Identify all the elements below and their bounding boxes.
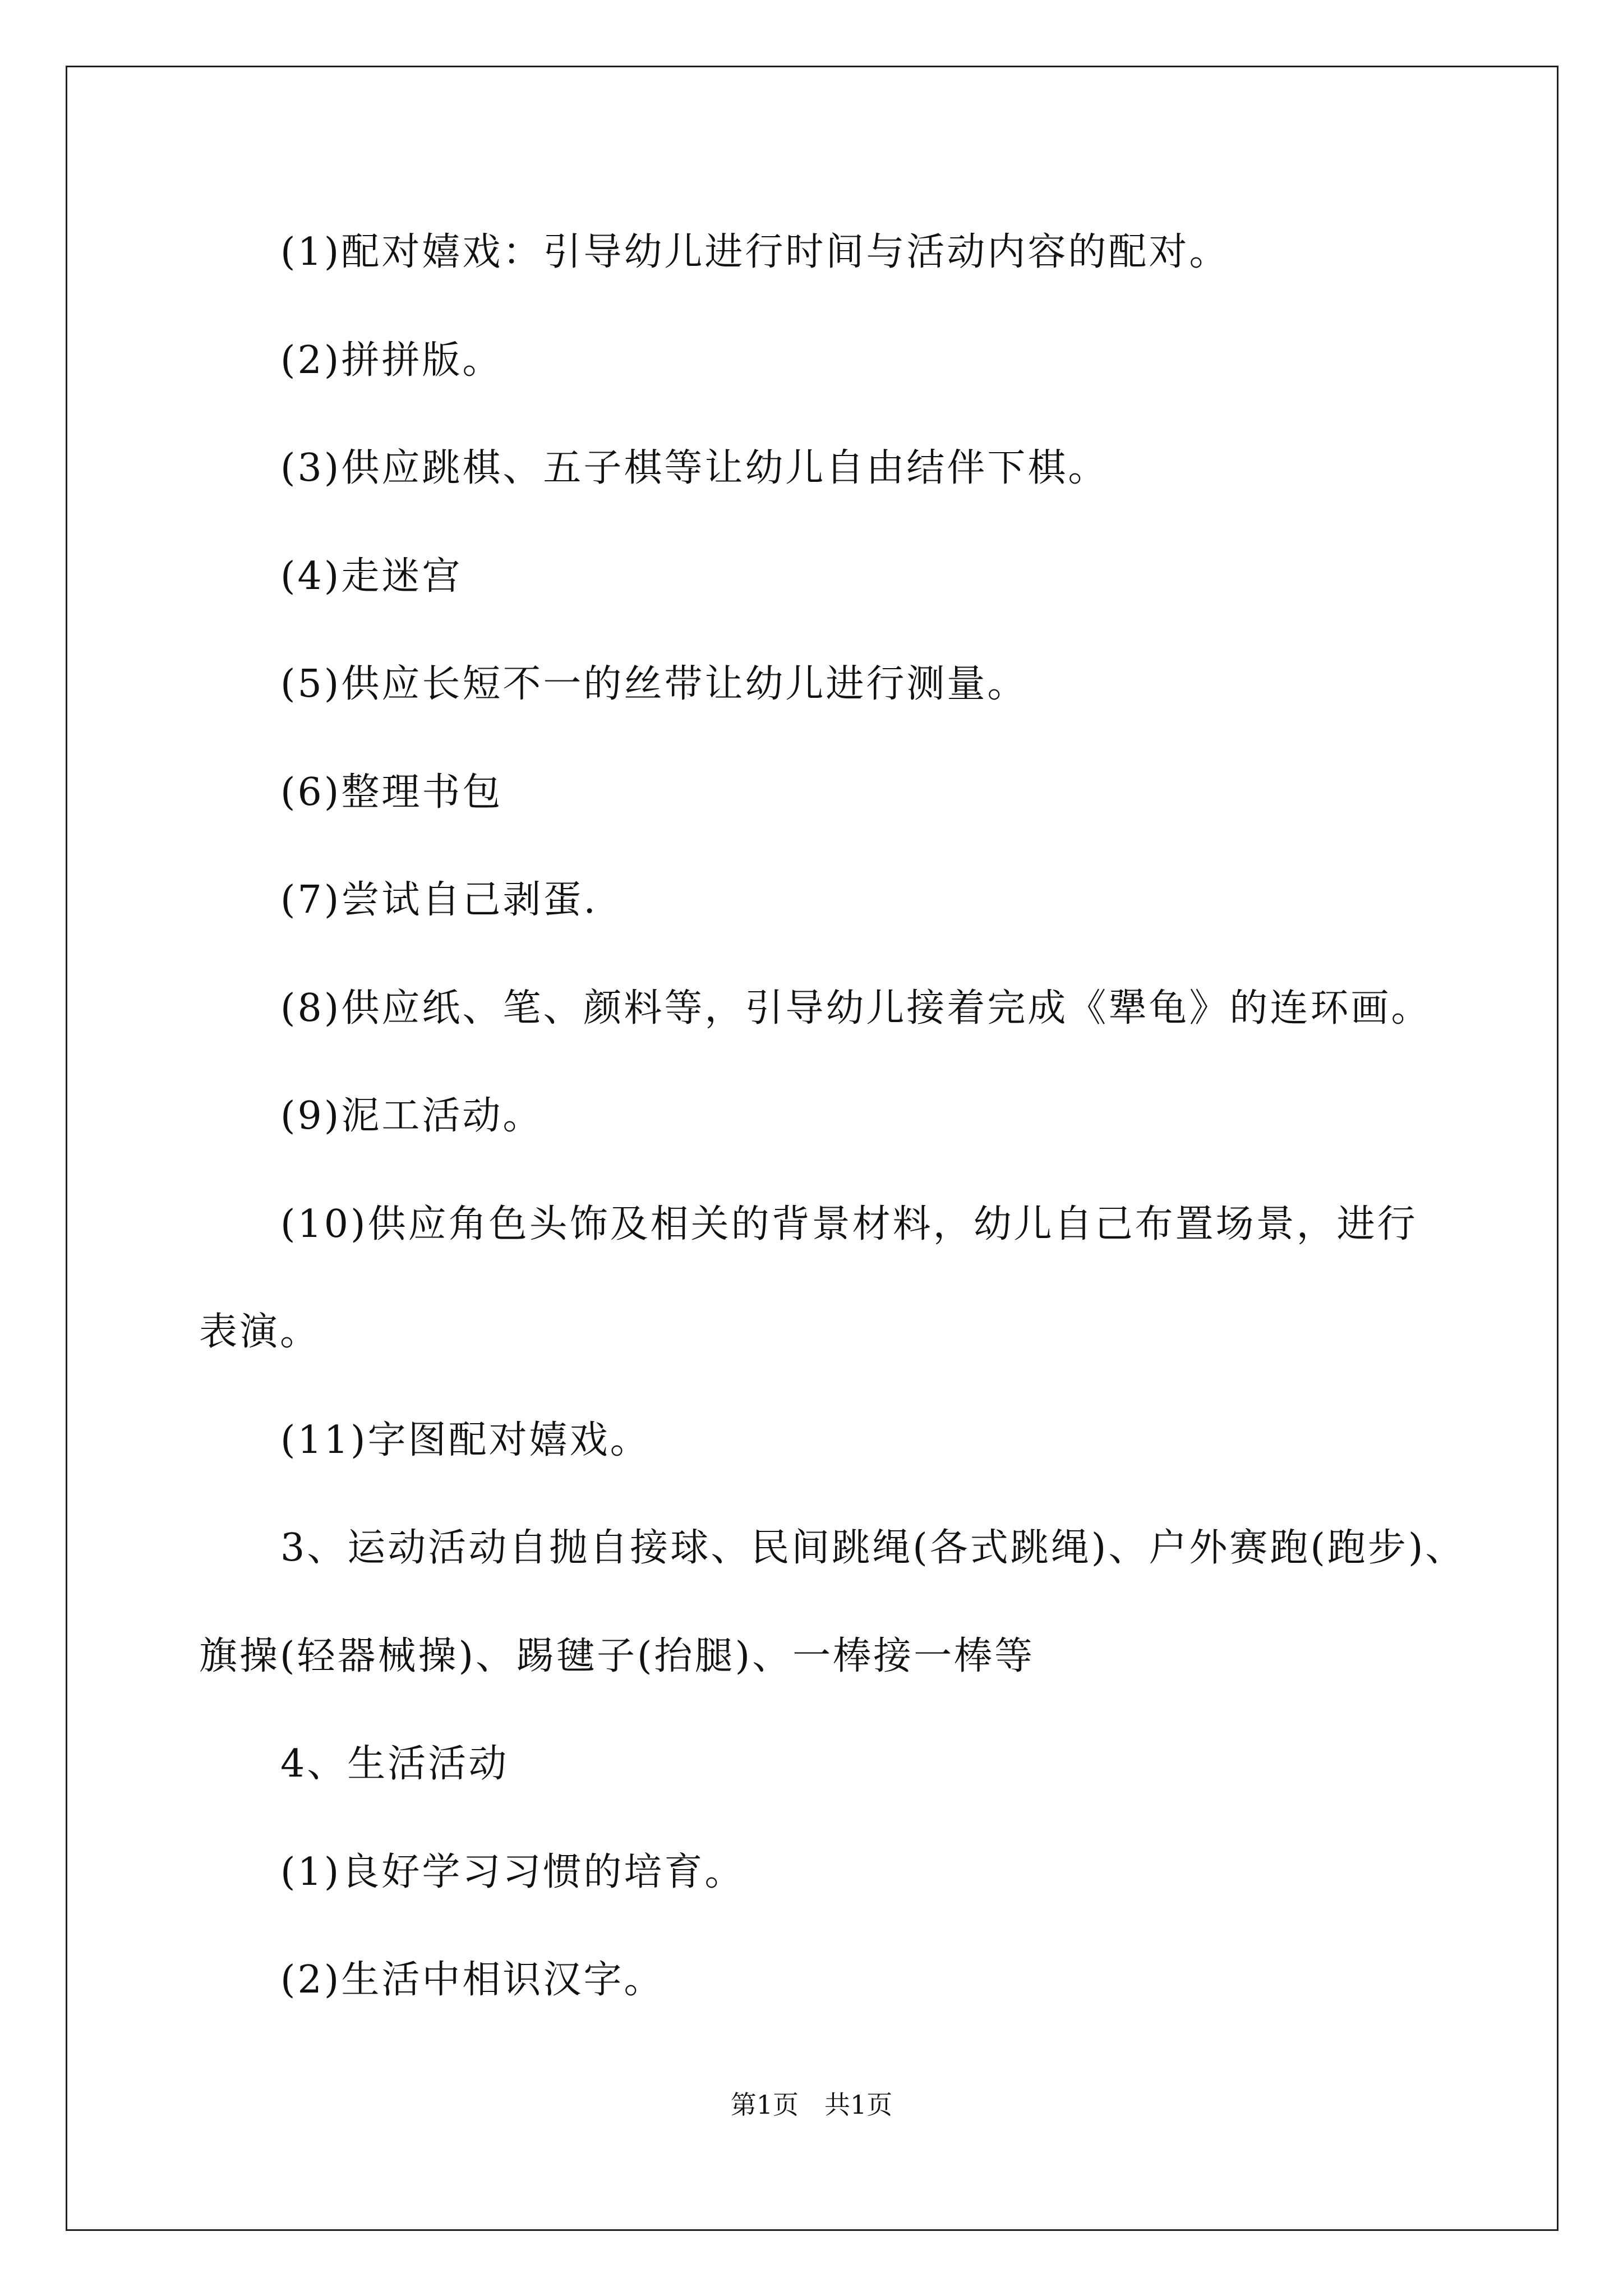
section-4-item-2: (2)生活中相识汉字。 (280, 1958, 665, 2002)
paragraph-item-10: (10)供应角色头饰及相关的背景材料，幼儿自己布置场景，进行 (280, 1202, 1418, 1246)
paragraph-item-8: (8)供应纸、笔、颜料等，引导幼儿接着完成《犟龟》的连环画。 (280, 986, 1432, 1030)
paragraph-item-1: (1)配对嬉戏：引导幼儿进行时间与活动内容的配对。 (280, 230, 1230, 274)
page-footer: 第1页 共1页 (730, 2090, 893, 2120)
paragraph-item-5: (5)供应长短不一的丝带让幼儿进行测量。 (280, 662, 1028, 706)
paragraph-item-10-continued: 表演。 (199, 1310, 321, 1354)
paragraph-item-2: (2)拼拼版。 (280, 338, 503, 383)
paragraph-item-9: (9)泥工活动。 (280, 1094, 543, 1138)
section-4-item-1: (1)良好学习习惯的培育。 (280, 1850, 745, 1894)
section-3-sports-activities: 3、运动活动自抛自接球、民间跳绳(各式跳绳)、户外赛跑(跑步)、 (280, 1526, 1466, 1570)
paragraph-item-11: (11)字图配对嬉戏。 (280, 1418, 651, 1462)
paragraph-item-6: (6)整理书包 (280, 770, 503, 815)
paragraph-item-3: (3)供应跳棋、五子棋等让幼儿自由结伴下棋。 (280, 446, 1109, 490)
section-3-continued: 旗操(轻器械操)、踢毽子(抬腿)、一棒接一棒等 (199, 1634, 1035, 1678)
section-4-heading: 4、生活活动 (280, 1742, 509, 1786)
paragraph-item-4: (4)走迷宫 (280, 554, 463, 599)
paragraph-item-7: (7)尝试自己剥蛋. (280, 878, 598, 922)
page-border (66, 66, 1559, 2231)
